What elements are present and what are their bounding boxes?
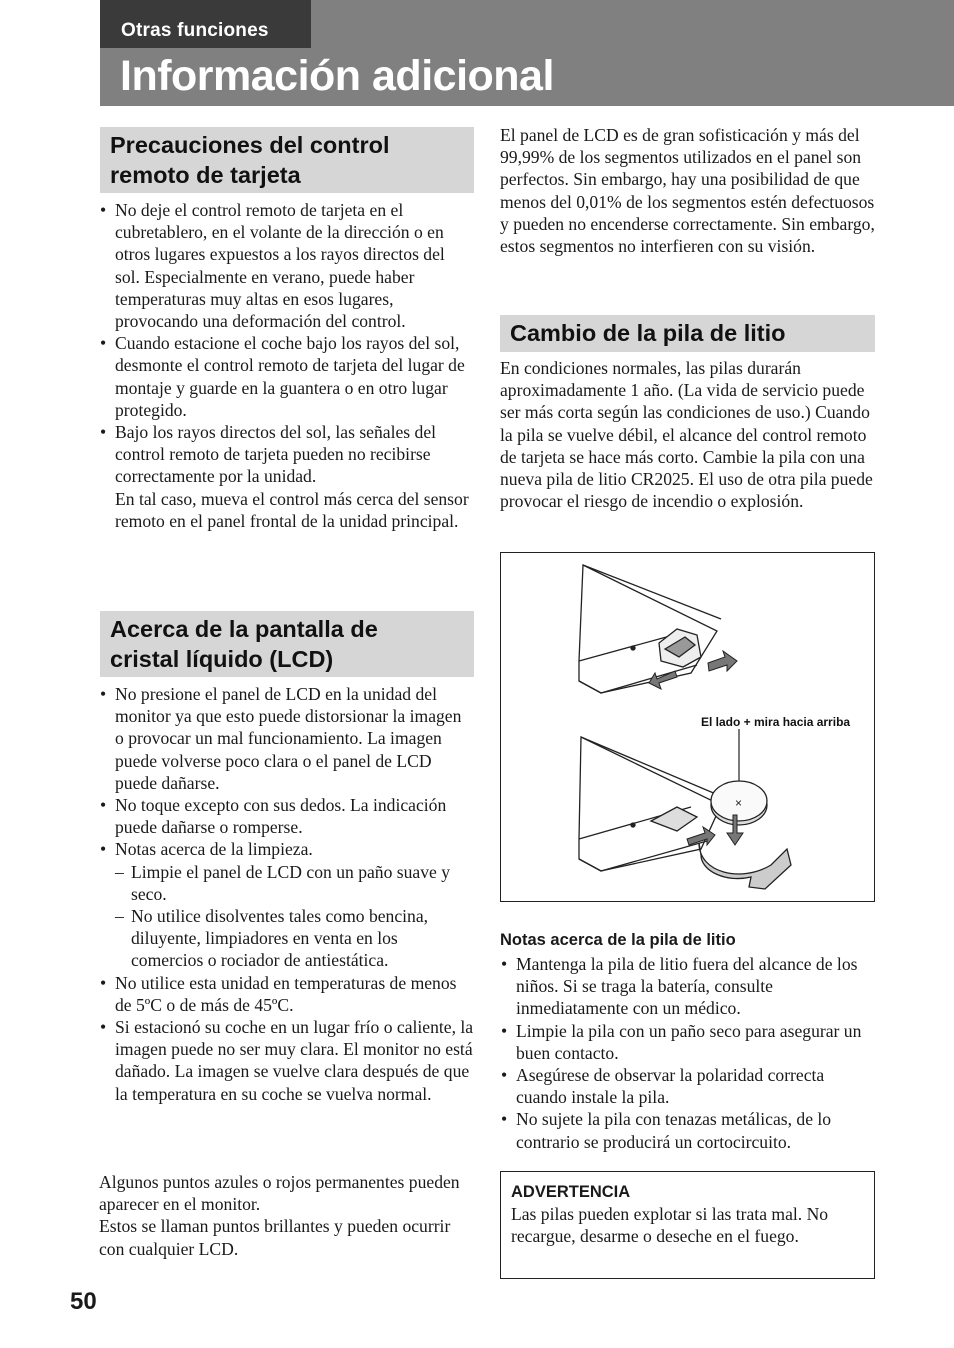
figure-label: El lado + mira hacia arriba [701,715,851,729]
battery-intro: En condiciones normales, las pilas durarán aproximadamente 1 año. (La vida de servicio puede ser más corta según las condiciones de uso.) Cuando la pila se vuelve débil, el alcance del control remoto de tarjeta se hace más corto. Cambie la pila con una nueva pila de litio CR2025. El uso de otra pila puede provocar el riesgo de incendio o explosión. [500,358,873,512]
lcd-heading-line1: Acerca de la pantalla de [110,616,378,642]
lcd-para: Estos se llaman puntos brillantes y pueden ocurrir con cualquier LCD. [99,1216,451,1259]
battery-notes-list [500,953,876,1153]
lcd-heading [100,611,474,677]
note-text: Asegúrese de observar la polaridad correcta cuando instale la pila. [516,1065,825,1108]
lcd-text: Si estacionó su coche en un lugar frío o caliente, la imagen puede no ser muy clara. El monitor no está dañado. La imagen se vuelve clara después de que la temperatura en su coche se vuelva normal. [115,1017,474,1104]
note-text: Limpie la pila con un paño seco para asegurar un buen contacto. [516,1020,862,1063]
lcd-list [99,683,474,1105]
precautions-heading-line1: Precauciones del control [110,132,390,158]
list-item [99,794,474,838]
lcd-para-continued [500,124,876,257]
cleaning-text: Limpie el panel de LCD con un paño suave y seco. [131,861,451,904]
lcd-heading-line2: cristal líquido (LCD) [110,646,334,672]
battery-heading: Cambio de la pila de litio [500,315,875,352]
cleaning-text: No utilice disolventes tales como bencina, diluyente, limpiadores en venta en los comercios o rociador de antiestática. [131,906,429,971]
precaution-text: Cuando estacione el coche bajo los rayos del sol, desmonte el control remoto de tarjeta del lugar de montaje y guarde en la guantera o en otro lugar protegido. [115,333,465,420]
precaution-continuation: En tal caso, mueva el control más cerca del sensor remoto en el panel frontal de la unidad principal. [115,488,469,531]
precautions-list [99,199,474,532]
battery-tray [699,843,791,889]
battery-figure [500,552,875,902]
list-item [500,1020,876,1064]
list-item [500,1108,876,1152]
note-text: No sujete la pila con tenazas metálicas, de lo contrario se producirá un cortocircuito. [516,1109,832,1152]
list-item [99,1016,474,1105]
lcd-text: Notas acerca de la limpieza. [115,839,313,860]
cleaning-sublist [115,861,474,972]
list-item [99,972,474,1016]
battery-intro-container [500,357,876,512]
list-item [99,421,474,532]
precaution-text: No deje el control remoto de tarjeta en el cubretablero, en el volante de la dirección o en otros lugares expuestos a los rayos directos del sol. Especialmente en verano, puede haber temperaturas muy altas en esos lugares, provocando una deformación del control. [115,200,445,332]
lcd-para: El panel de LCD es de gran sofisticación y más del 99,99% de los segmentos utilizados en el panel son perfectos. Sin embargo, hay una posibilidad de que menos del 0,01% de los segmentos estén defectuosos y pueden no encenderse correctamente. Sin embargo, estos segmentos no interfieren con su visión. [500,125,875,257]
svg-text:×: × [735,796,743,810]
arrow-out-icon [708,651,737,671]
lcd-text: No toque excepto con sus dedos. La indicación puede dañarse o romperse. [115,795,447,838]
arrow-in-icon [649,671,677,689]
sub-list-item [115,905,474,972]
page-title: Información adicional [120,52,554,100]
precaution-text: Bajo los rayos directos del sol, las señales del control remoto de tarjeta pueden no recibirse correctamente por la unidad. [115,422,437,487]
lcd-text: No utilice esta unidad en temperaturas de menos de 5ºC o de más de 45ºC. [115,972,457,1015]
list-item [500,1064,876,1108]
battery-notes-container [500,953,876,1153]
sub-list-item [115,861,474,905]
precautions-heading-line2: remoto de tarjeta [110,162,301,188]
lcd-text: No presione el panel de LCD en la unidad del monitor ya que esto puede distorsionar la imagen o provocar un mal funcionamiento. La imagen puede volverse poco clara o el panel de LCD puede dañarse. [115,684,462,793]
list-item [99,838,474,971]
warning-text: Las pilas pueden explotar si las trata mal. No recargue, desarme o deseche en el fuego. [511,1204,829,1247]
lcd-notes [99,1171,474,1260]
note-text: Mantenga la pila de litio fuera del alcance de los niños. Si se traga la batería, consulte inmediatamente con un médico. [516,954,858,1019]
precautions-heading [100,127,474,193]
warning-title: ADVERTENCIA [511,1183,631,1201]
list-item [99,332,474,421]
lcd-para: Algunos puntos azules o rojos permanentes pueden aparecer en el monitor. [99,1172,460,1215]
battery-coin-icon [711,729,767,825]
notes-title: Notas acerca de la pila de litio [500,931,736,949]
remote-card-top [579,565,721,693]
page-number: 50 [70,1288,97,1315]
remote-card-bottom [579,737,723,871]
lcd-list-container [99,683,474,1105]
list-item [99,683,474,794]
list-item [500,953,876,1020]
section-label: Otras funciones [121,20,269,41]
section-tab [100,0,311,48]
precautions-list-container [99,199,474,532]
warning-box [500,1171,875,1279]
list-item [99,199,474,332]
